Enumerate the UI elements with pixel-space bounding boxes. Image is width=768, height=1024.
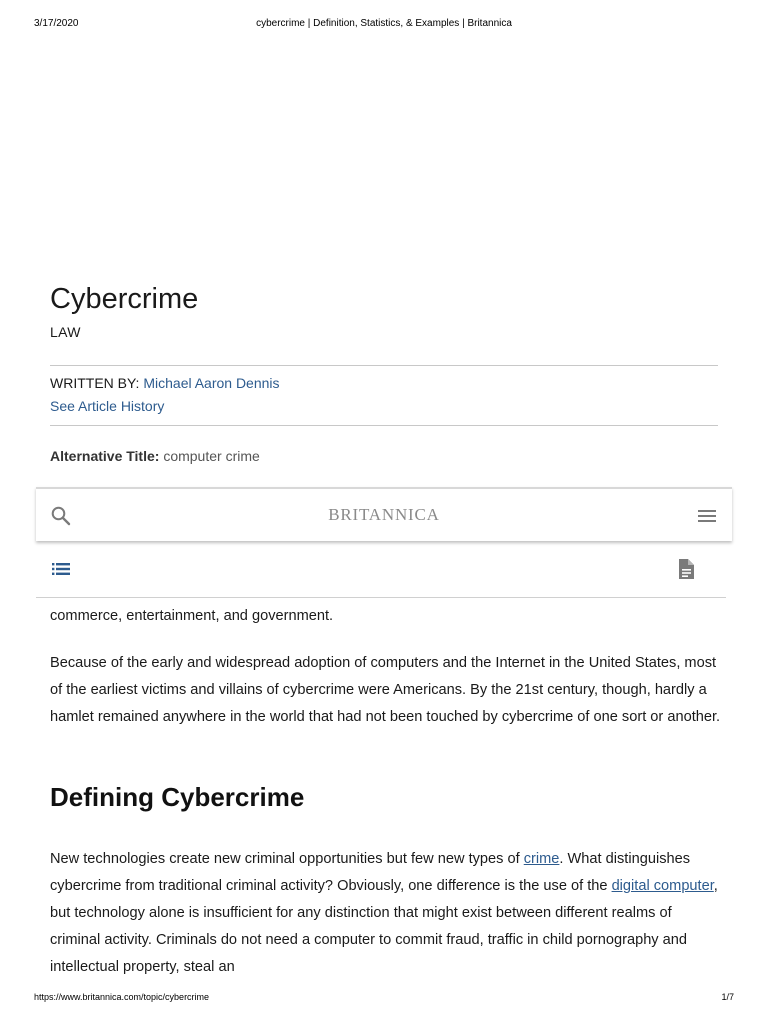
- written-by-label: WRITTEN BY:: [50, 375, 144, 391]
- print-url: https://www.britannica.com/topic/cybercrime: [34, 992, 210, 1002]
- hamburger-menu-icon[interactable]: [696, 505, 718, 527]
- paragraph: [50, 846, 722, 981]
- divider: [50, 425, 718, 426]
- article-category: LAW: [50, 324, 81, 340]
- article-title: Cybercrime: [50, 283, 199, 315]
- document-icon[interactable]: [676, 558, 696, 580]
- divider: [50, 365, 718, 366]
- alternative-title-value: computer crime: [159, 448, 260, 464]
- alternative-title: [50, 448, 260, 464]
- section-heading: Defining Cybercrime: [50, 782, 305, 812]
- print-page-title: cybercrime | Definition, Statistics, & Examples | Britannica: [256, 18, 512, 29]
- print-header: [0, 18, 768, 32]
- paragraph: commerce, entertainment, and government.: [50, 608, 334, 624]
- written-by: [50, 375, 280, 391]
- paragraph-text: . What distinguishes cybercrime from traditional criminal activity? Obviously, one difference is the use of the: [50, 851, 691, 894]
- article-history-link[interactable]: See Article History: [50, 398, 165, 414]
- article-toolbar: [36, 541, 726, 598]
- crime-link[interactable]: crime: [523, 851, 560, 867]
- digital-computer-link[interactable]: digital computer: [611, 878, 714, 894]
- alternative-title-label: Alternative Title:: [50, 448, 160, 464]
- page-number: 1/7: [721, 992, 734, 1002]
- paragraph: Because of the early and widespread adoption of computers and the Internet in the United States, most of the earliest victims and villains of cybercrime were Americans. By the 21st century, though, hardly a hamlet remained anywhere in the world that had not been touched by cybercrime of one sort or another.: [50, 655, 721, 725]
- paragraph-text: New technologies create new criminal opportunities but few new types of: [50, 851, 524, 867]
- site-navbar: [36, 487, 732, 541]
- table-of-contents-icon[interactable]: [50, 559, 72, 579]
- britannica-logo[interactable]: BRITANNICA: [328, 505, 440, 524]
- paragraph-text: , but technology alone is insufficient for any distinction that might exist between different realms of criminal activity. Criminals do not need a computer to commit fraud, traffic in child pornography and intellectual property, steal an: [50, 878, 718, 975]
- print-footer: [0, 992, 768, 1006]
- print-date: 3/17/2020: [34, 18, 79, 29]
- author-link[interactable]: Michael Aaron Dennis: [143, 375, 280, 391]
